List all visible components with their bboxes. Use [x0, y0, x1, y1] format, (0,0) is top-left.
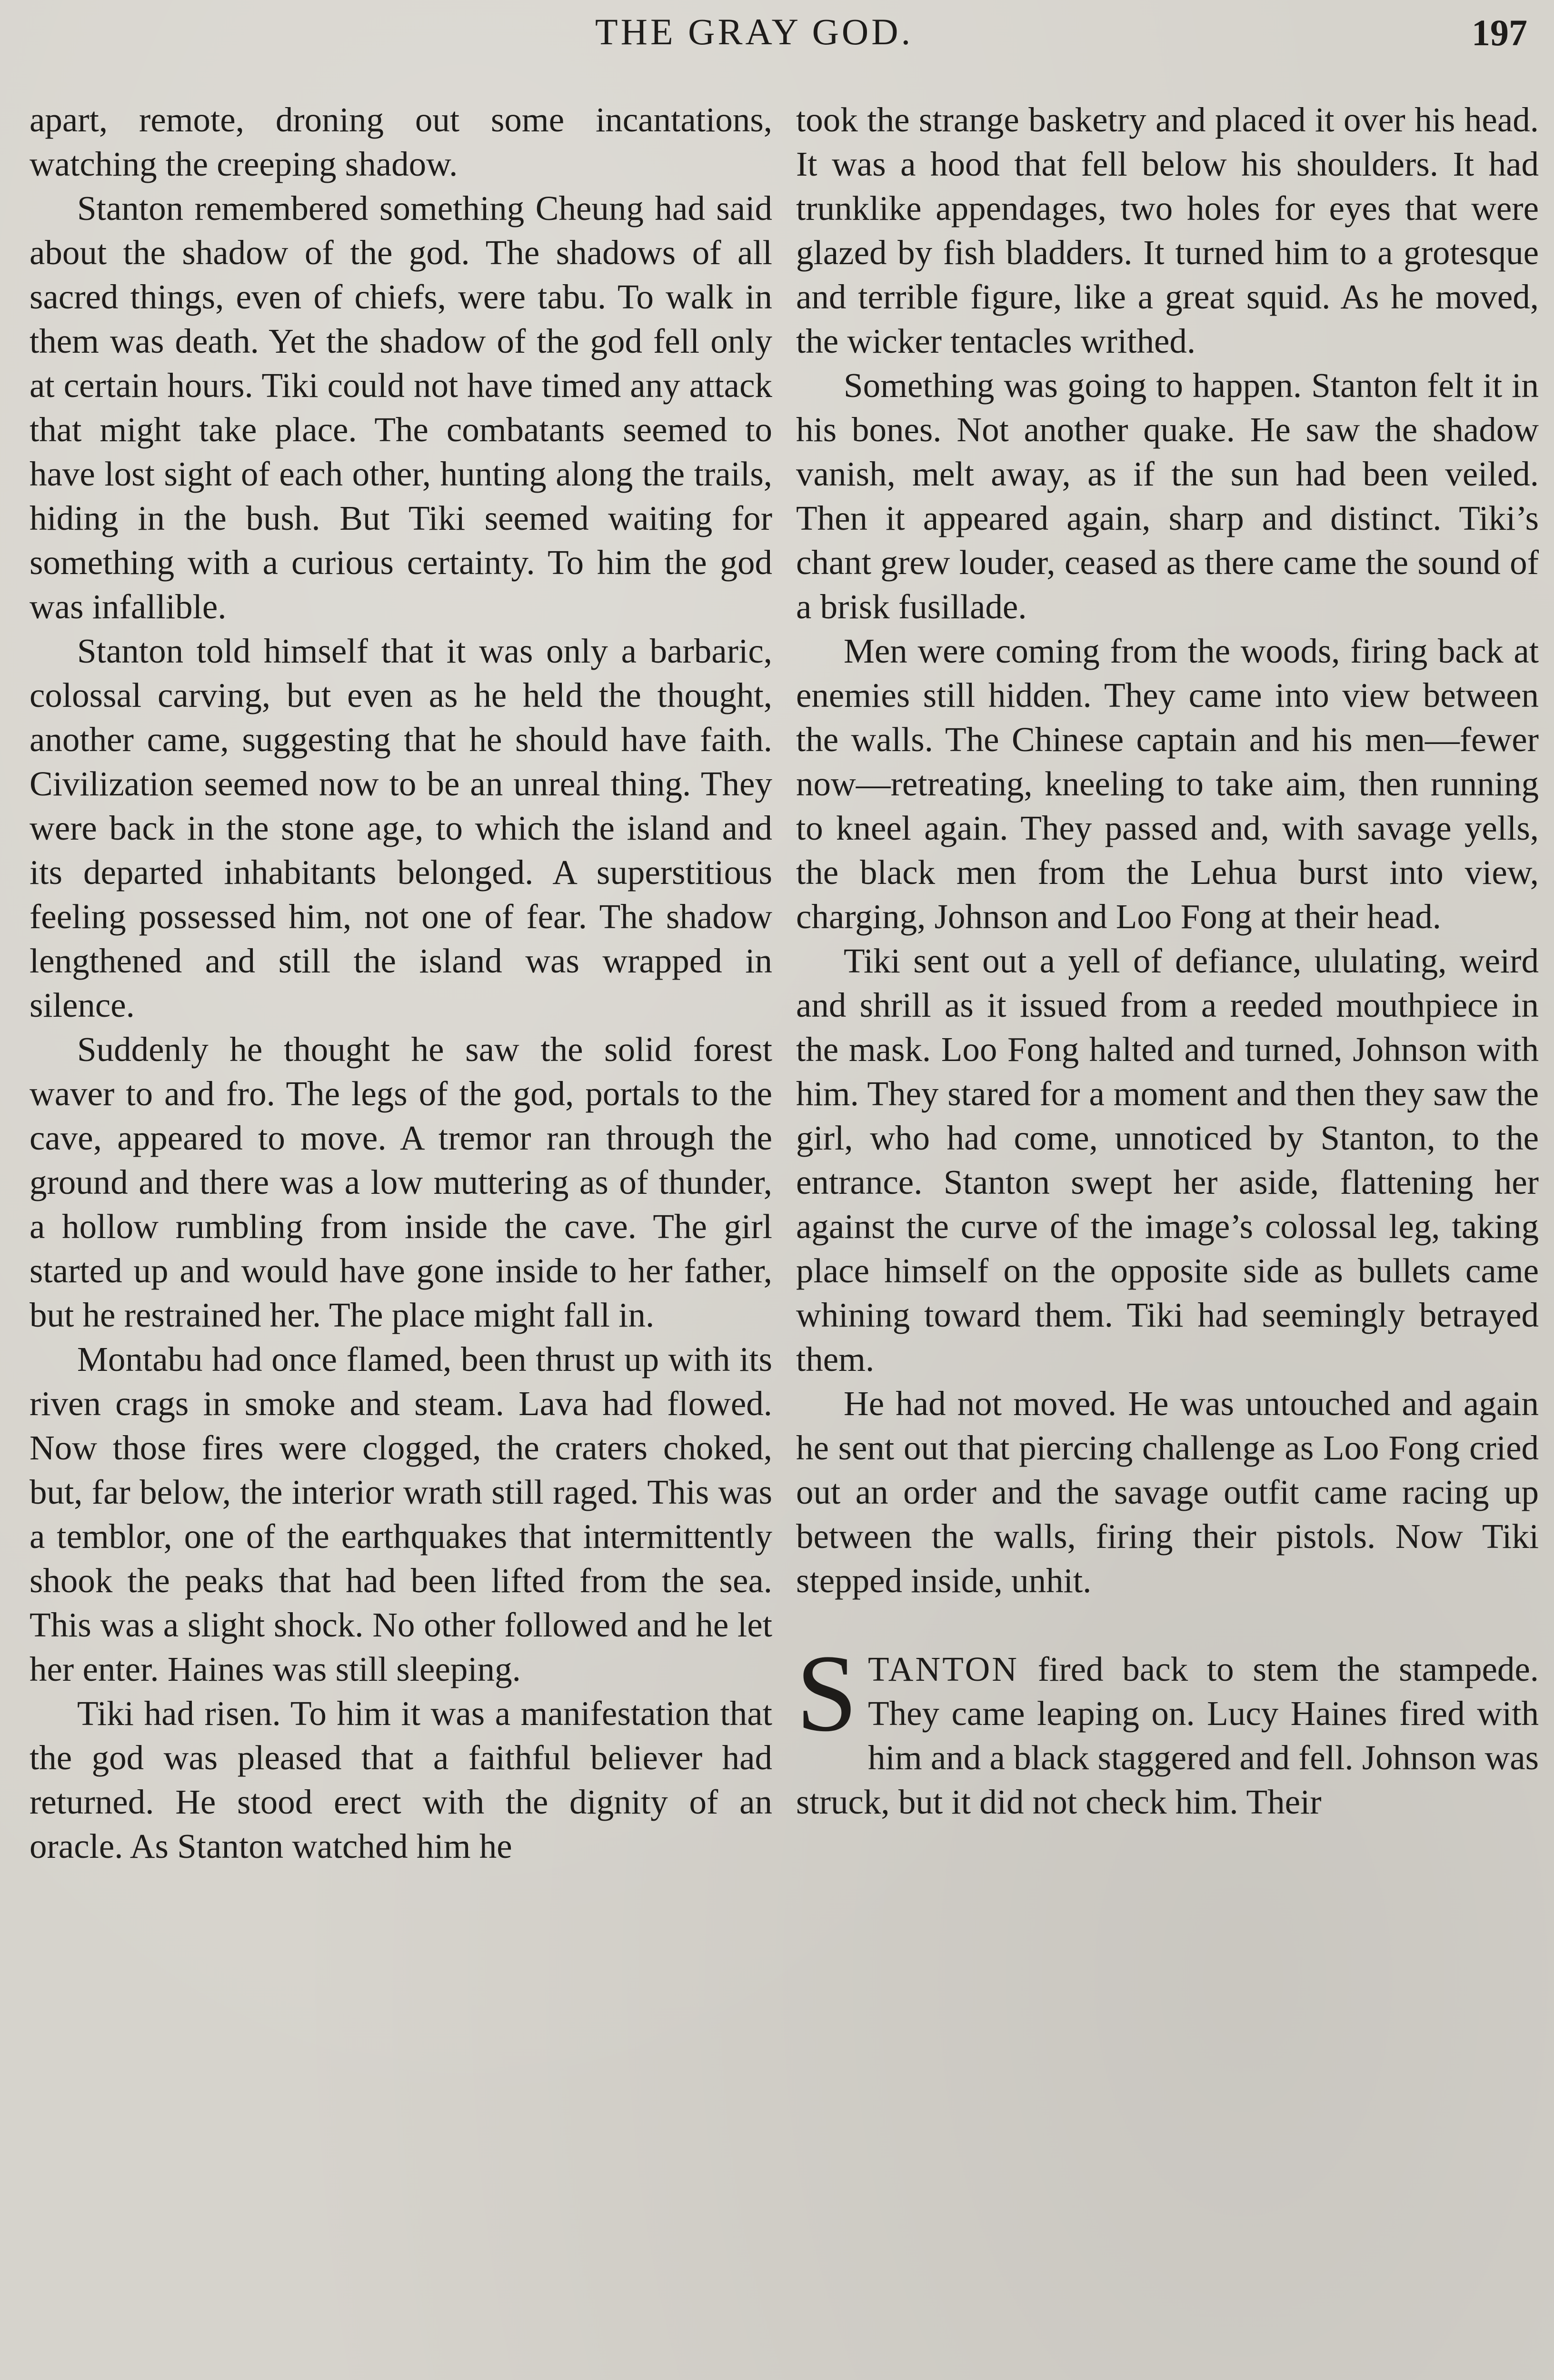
paragraph: Stanton remembered something Cheung had said about the shadow of the god. The shadows of all sacred things, even of chiefs, were tabu. To walk in them was death. Yet the shadow of the god fell only at certain hours. Tiki could not have timed any attack that might take place. The combatants seemed to have lost sight of each other, hunting along the trails, hiding in the bush. But Tiki seemed waiting for something with a curious certainty. To him the god was infallible.	[30, 189, 772, 626]
drop-cap: S	[796, 1632, 858, 1755]
lead-in-caps: TANTON	[868, 1650, 1019, 1688]
paragraph: Montabu had once flamed, been thrust up with its riven crags in smoke and steam. Lava had flowed. Now those fires were clogged, the craters choked, but, far below, the interior wrath still raged. This was a temblor, one of the earthquakes that intermittently shook the peaks that had been lifted from the sea. This was a slight shock. No other followed and he let her enter. Haines was still sleeping.	[30, 1340, 772, 1688]
paragraph: apart, remote, droning out some incantations, watching the creeping shadow.	[30, 100, 772, 183]
left-column	[30, 98, 772, 1868]
paragraph: Suddenly he thought he saw the solid forest waver to and fro. The legs of the god, portals to the cave, appeared to move. A tremor ran through the ground and there was a low muttering as of thunder, a hollow rumbling from inside the cave. The girl started up and would have gone inside to her father, but he restrained her. The place might fall in.	[30, 1030, 772, 1334]
right-column	[796, 98, 1539, 1824]
section-opening-paragraph	[796, 1632, 1539, 1824]
paragraph: took the strange basketry and placed it over his head. It was a hood that fell below his shoulders. It had trunklike appendages, two holes for eyes that were glazed by fish bladders. It turned him to a grotesque and terrible figure, like a great squid. As he moved, the wicker tentacles writhed.	[796, 100, 1539, 360]
running-title: THE GRAY GOD.	[595, 11, 914, 52]
paragraph: He had not moved. He was untouched and again he sent out that piercing challenge as Loo Fong cried out an order and the savage outfit came racing up between the walls, firing their pistols. Now Tiki stepped inside, unhit.	[796, 1384, 1539, 1600]
paragraph: Men were coming from the woods, firing back at enemies still hidden. They came into view between the walls. The Chinese captain and his men—fewer now—retreating, kneeling to take aim, then running to kneel again. They passed and, with savage yells, the black men from the Lehua burst into view, charging, Johnson and Loo Fong at their head.	[796, 632, 1539, 936]
paragraph: Something was going to happen. Stanton felt it in his bones. Not another quake. He saw the shadow vanish, melt away, as if the sun had been veiled. Then it appeared again, sharp and distinct. Tiki’s chant grew louder, ceased as there came the sound of a brisk fusillade.	[796, 366, 1539, 626]
paragraph: Stanton told himself that it was only a barbaric, colossal carving, but even as he held the thought, another came, suggesting that he should have faith. Civilization seemed now to be an unreal thing. They were back in the stone age, to which the island and its departed inhabitants belonged. A superstitious feeling possessed him, not one of fear. The shadow lengthened and still the island was wrapped in silence.	[30, 632, 772, 1024]
paragraph: Tiki sent out a yell of defiance, ululating, weird and shrill as it issued from a reeded mouthpiece in the mask. Loo Fong halted and turned, Johnson with him. They stared for a moment and then they saw the girl, who had come, unnoticed by Stanton, to the entrance. Stanton swept her aside, flattening her against the curve of the image’s colossal leg, taking place himself on the opposite side as bullets came whining toward them. Tiki had seemingly betrayed them.	[796, 942, 1539, 1378]
page-number: 197	[1472, 12, 1527, 53]
paragraph-text: fired back to stem the stampede. They came leaping on. Lucy Haines fired with him and a black staggered and fell. Johnson was struck, but it did not check him. Their	[796, 1650, 1539, 1821]
paragraph: Tiki had risen. To him it was a manifestation that the god was pleased that a faithful believer had returned. He stood erect with the dignity of an oracle. As Stanton watched him he	[30, 1694, 772, 1865]
